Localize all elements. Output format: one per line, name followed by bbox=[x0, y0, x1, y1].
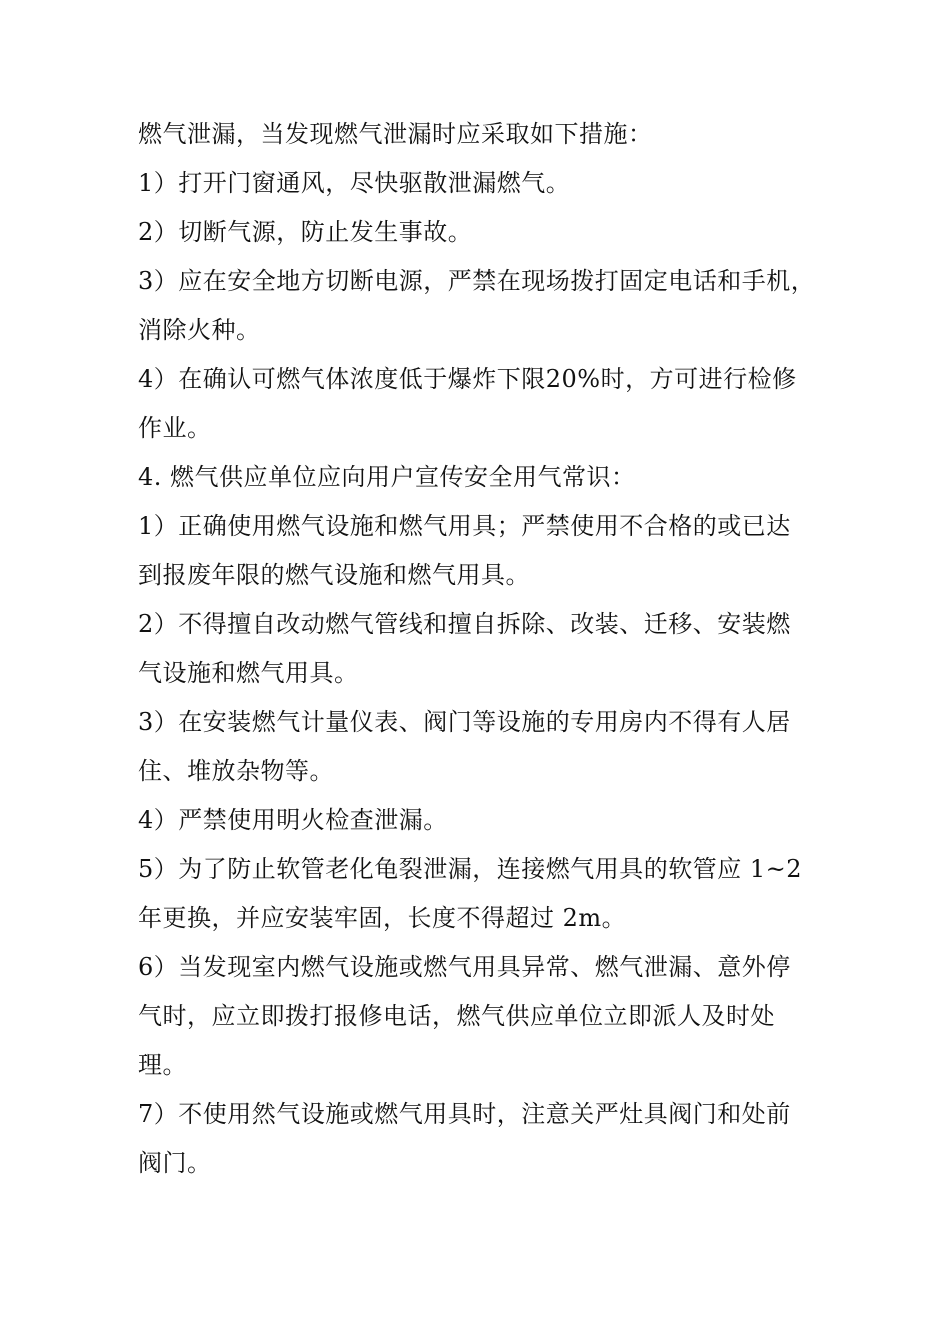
text-line-13: 3）在安装燃气计量仪表、阀门等设施的专用房内不得有人居 bbox=[138, 708, 791, 736]
text-line-14: 住、堆放杂物等。 bbox=[138, 757, 334, 785]
text-line-5: 消除火种。 bbox=[138, 316, 261, 344]
text-line-12: 气设施和燃气用具。 bbox=[138, 659, 359, 687]
text-line-15: 4）严禁使用明火检查泄漏。 bbox=[138, 806, 448, 834]
text-line-11: 2）不得擅自改动燃气管线和擅自拆除、改装、迁移、安装燃 bbox=[138, 610, 791, 638]
text-line-22: 阀门。 bbox=[138, 1149, 212, 1177]
text-line-18: 6）当发现室内燃气设施或燃气用具异常、燃气泄漏、意外停 bbox=[138, 953, 791, 981]
text-line-20: 理。 bbox=[138, 1051, 187, 1079]
text-line-9: 1）正确使用燃气设施和燃气用具；严禁使用不合格的或已达 bbox=[138, 512, 791, 540]
text-line-4: 3）应在安全地方切断电源，严禁在现场拨打固定电话和手机， bbox=[138, 267, 816, 295]
text-line-19: 气时，应立即拨打报修电话，燃气供应单位立即派人及时处 bbox=[138, 1002, 775, 1030]
text-line-8: 4. 燃气供应单位应向用户宣传安全用气常识： bbox=[138, 463, 636, 491]
text-line-3: 2）切断气源，防止发生事故。 bbox=[138, 218, 473, 246]
text-line-16: 5）为了防止软管老化龟裂泄漏，连接燃气用具的软管应 1~2 bbox=[138, 855, 803, 883]
text-line-10: 到报废年限的燃气设施和燃气用具。 bbox=[138, 561, 530, 589]
text-line-21: 7）不使用然气设施或燃气用具时，注意关严灶具阀门和处前 bbox=[138, 1100, 791, 1128]
text-line-1: 燃气泄漏，当发现燃气泄漏时应采取如下措施： bbox=[138, 120, 653, 148]
document-body bbox=[138, 110, 828, 1188]
text-line-2: 1）打开门窗通风，尽快驱散泄漏燃气。 bbox=[138, 169, 571, 197]
text-line-7: 作业。 bbox=[138, 414, 212, 442]
text-line-17: 年更换，并应安装牢固，长度不得超过 2m。 bbox=[138, 904, 627, 932]
text-line-6: 4）在确认可燃气体浓度低于爆炸下限20%时，方可进行检修 bbox=[138, 365, 797, 393]
